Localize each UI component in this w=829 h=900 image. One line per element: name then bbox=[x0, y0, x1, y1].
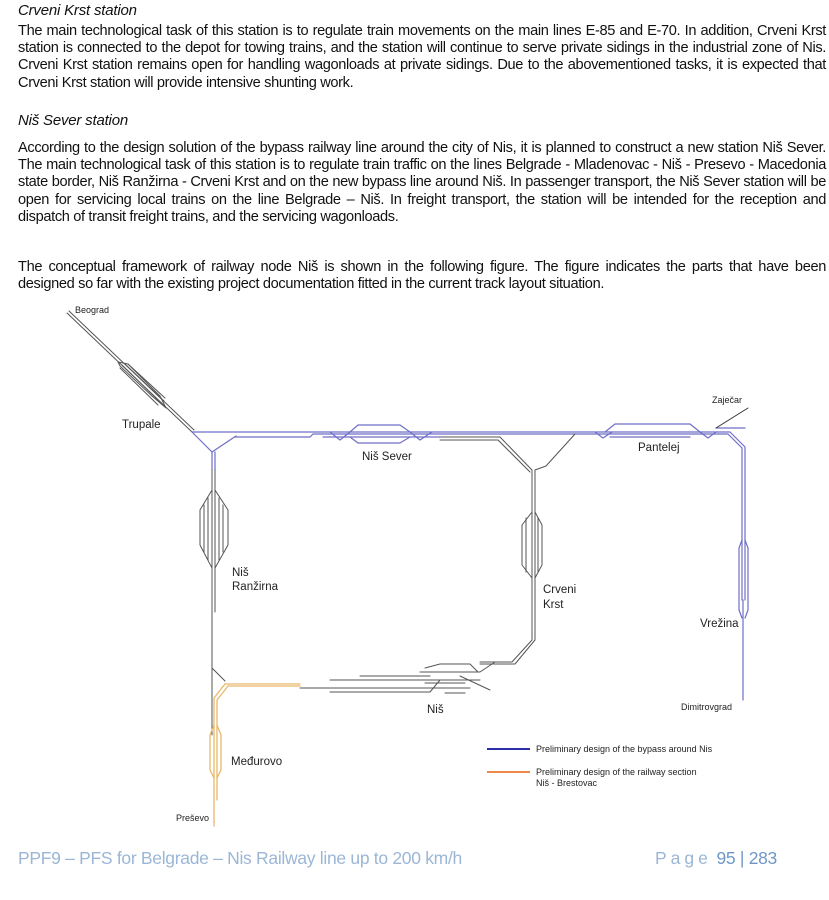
track-beograd-trupale bbox=[67, 311, 194, 432]
legend-text-bypass: Preliminary design of the bypass around Nis bbox=[536, 744, 713, 754]
label-trupale: Trupale bbox=[122, 419, 161, 431]
paragraph-figure-intro: The conceptual framework of railway node Niš is shown in the following figure. The figure indicates the parts that have been designed so far with the existing project documentation fitted in the current track layout situation. bbox=[18, 259, 826, 293]
label-dimitrovgrad: Dimitrovgrad bbox=[681, 702, 733, 712]
label-nis-ranzirna-line1: Niš bbox=[232, 567, 249, 579]
label-presevo: Preševo bbox=[176, 813, 210, 823]
footer-page-number bbox=[655, 848, 777, 869]
legend bbox=[487, 744, 713, 788]
label-medjurovo: Međurovo bbox=[231, 756, 283, 768]
page-current: 95 bbox=[716, 848, 736, 868]
label-vrezina: Vrežina bbox=[700, 618, 739, 630]
page-total: 283 bbox=[748, 848, 777, 868]
label-pantelej: Pantelej bbox=[638, 442, 680, 454]
label-nis-ranzirna-line2: Ranžirna bbox=[232, 581, 279, 593]
label-nis-sever: Niš Sever bbox=[362, 451, 412, 463]
label-zajecar: Zaječar bbox=[712, 395, 743, 405]
railway-node-diagram bbox=[0, 296, 829, 836]
paragraph-nis-sever: According to the design solution of the bypass railway line around the city of Nis, it is planned to construct a new station Niš Sever. The main technological task of this station is to regulate train traffic on the lines Belgrade - Mladenovac - Niš - Presevo - Macedonia state border, Niš Ranžirna - Crveni Krst and on the new bypass line around Niš. In passenger transport, the Niš Sever station will be open for servicing local trains on the line Belgrade – Niš. In freight transport, the station will be intended for the reception and dispatch of transit freight trains, and the servicing wagonloads. bbox=[18, 140, 826, 225]
page-separator: | bbox=[739, 848, 745, 868]
paragraph-crveni-krst: The main technological task of this station is to regulate train movements on the main lines E-85 and E-70. In addition, Crveni Krst station is connected to the depot for towing trains, and the station will continue to serve private sidings in the industrial zone of Nis. Crveni Krst station remains open for handling wagonloads at private sidings. Due to the abovementioned tasks, it is expected that Crveni Krst station will provide intensive shunting work. bbox=[18, 23, 826, 91]
track-zajecar bbox=[716, 408, 748, 428]
page-word: Page bbox=[655, 848, 712, 868]
legend-text-brestovac-line2: Niš - Brestovac bbox=[536, 778, 598, 788]
label-crveni-krst-line1: Crveni bbox=[543, 584, 577, 596]
section-heading-crveni-krst: Crveni Krst station bbox=[18, 2, 137, 19]
track-brestovac bbox=[210, 684, 300, 826]
track-bypass-north bbox=[192, 424, 748, 700]
label-crveni-krst-line2: Krst bbox=[543, 599, 564, 611]
legend-text-brestovac-line1: Preliminary design of the railway section bbox=[536, 767, 697, 777]
footer-document-title: PPF9 – PFS for Belgrade – Nis Railway line up to 200 km/h bbox=[18, 848, 462, 868]
label-beograd: Beograd bbox=[75, 305, 110, 315]
label-nis: Niš bbox=[427, 704, 444, 716]
section-heading-nis-sever: Niš Sever station bbox=[18, 112, 128, 129]
